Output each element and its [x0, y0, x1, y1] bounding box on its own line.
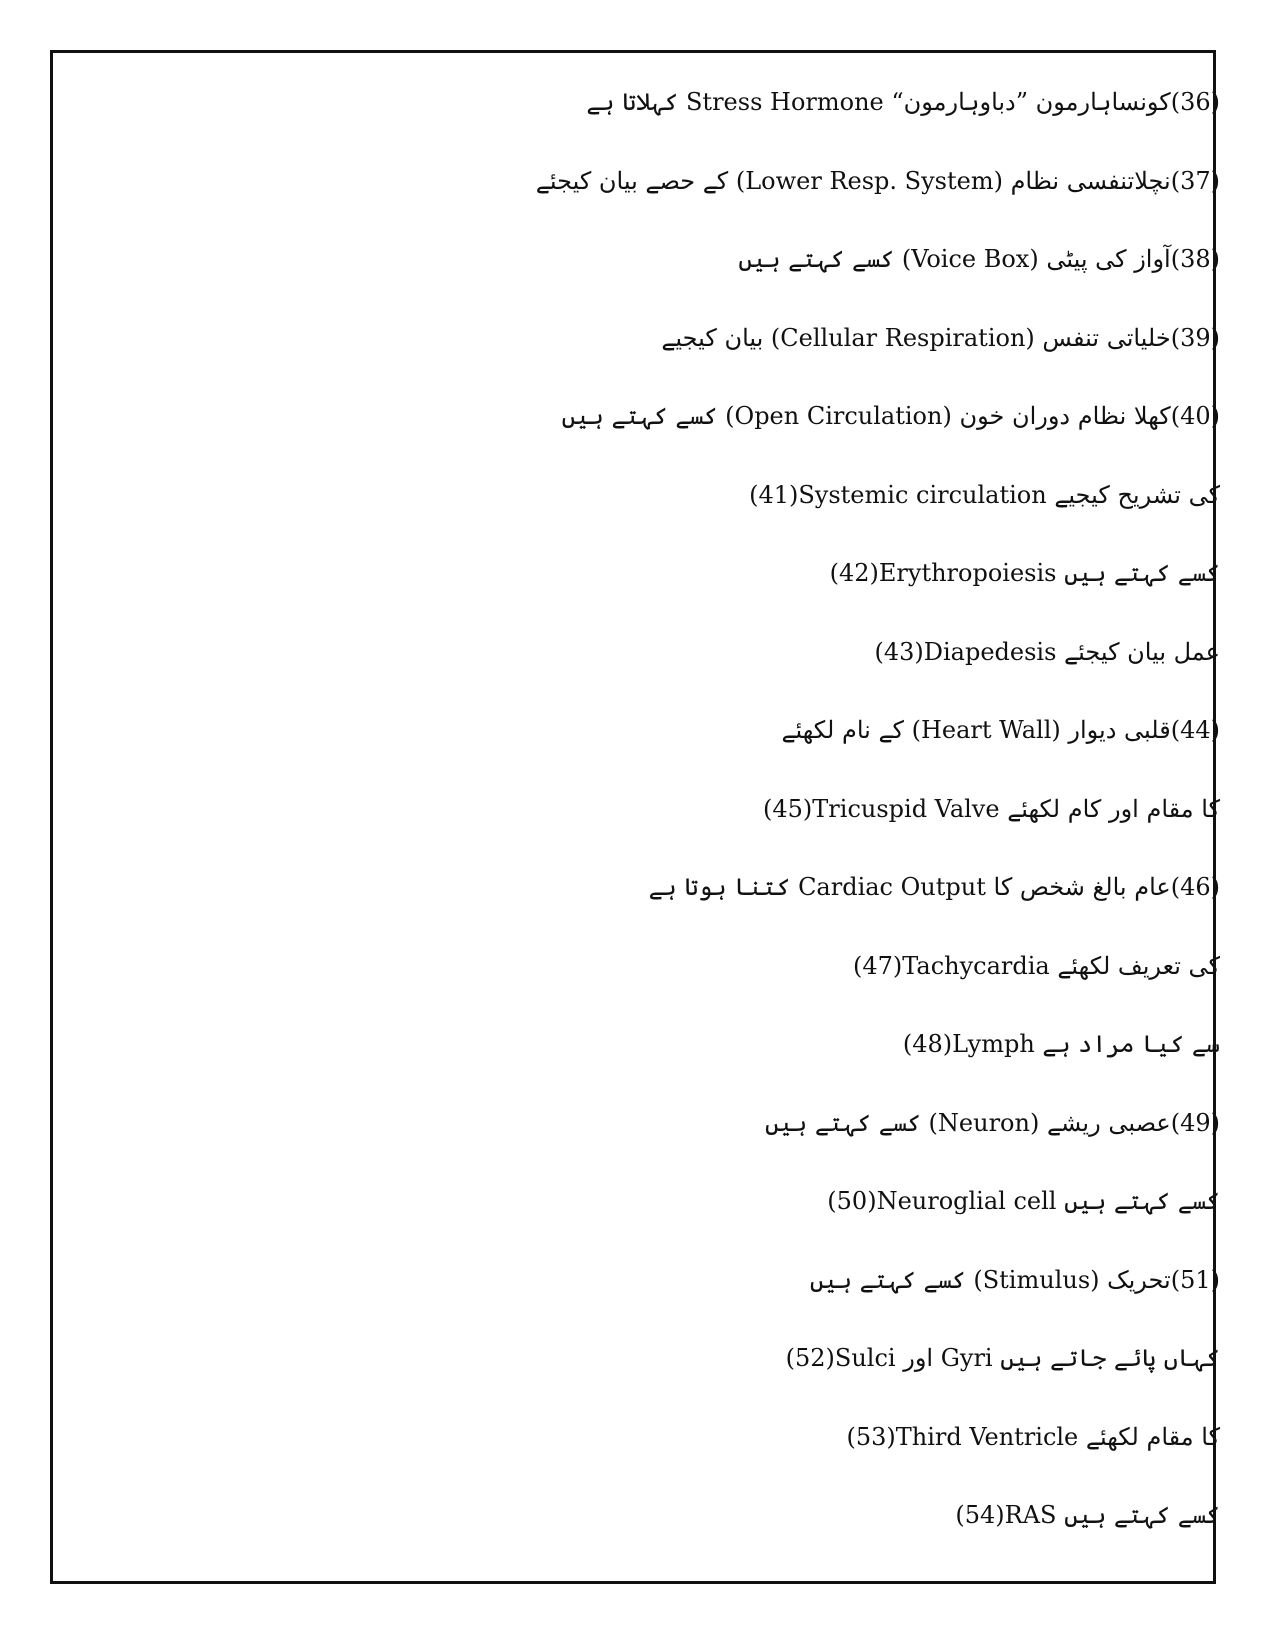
question-39: (39)خلیاتی تنفس (Cellular Respiration) بیان کیجیے	[661, 323, 1220, 352]
question-49: (49)عصبی ریشے (Neuron) کسے کہتے ہیں	[765, 1108, 1220, 1137]
question-48: (48)Lymph سے کیا مراد ہے	[902, 1030, 1220, 1058]
question-52: (52)Sulci اور Gyri کہاں پائے جاتے ہیں	[785, 1344, 1220, 1372]
question-47: (47)Tachycardia کی تعریف لکھئے	[852, 951, 1220, 980]
question-38: (38)آواز کی پیٹی (Voice Box) کسے کہتے ہیں	[738, 245, 1220, 273]
question-42: (42)Erythropoiesis کسے کہتے ہیں	[829, 559, 1220, 587]
question-40: (40)کھلا نظام دوران خون (Open Circulation) کسے کہتے ہیں	[561, 402, 1220, 430]
question-43: (43)Diapedesis عمل بیان کیجئے	[874, 637, 1220, 666]
question-51: (51)تحریک (Stimulus) کسے کہتے ہیں	[809, 1265, 1220, 1294]
question-list	[180, 85, 1220, 1577]
question-36: (36)کونساہارمون ”دباوہارمون“ Stress Hormone کہلاتا ہے	[586, 88, 1220, 116]
question-53: (53)Third Ventricle کا مقام لکھئے	[846, 1422, 1220, 1451]
question-45: (45)Tricuspid Valve کا مقام اور کام لکھئے	[763, 794, 1220, 823]
question-46: (46)عام بالغ شخص کا Cardiac Output کتنا ہوتا ہے	[648, 873, 1220, 901]
question-50: (50)Neuroglial cell کسے کہتے ہیں	[827, 1187, 1220, 1215]
question-44: (44)قلبی دیوار (Heart Wall) کے نام لکھئے	[781, 716, 1220, 744]
question-54: (54)RAS کسے کہتے ہیں	[955, 1501, 1220, 1529]
question-41: (41)Systemic circulation کی تشریح کیجیے	[749, 480, 1220, 509]
question-37: (37)نچلاتنفسی نظام (Lower Resp. System) کے حصے بیان کیجئے	[535, 166, 1220, 195]
